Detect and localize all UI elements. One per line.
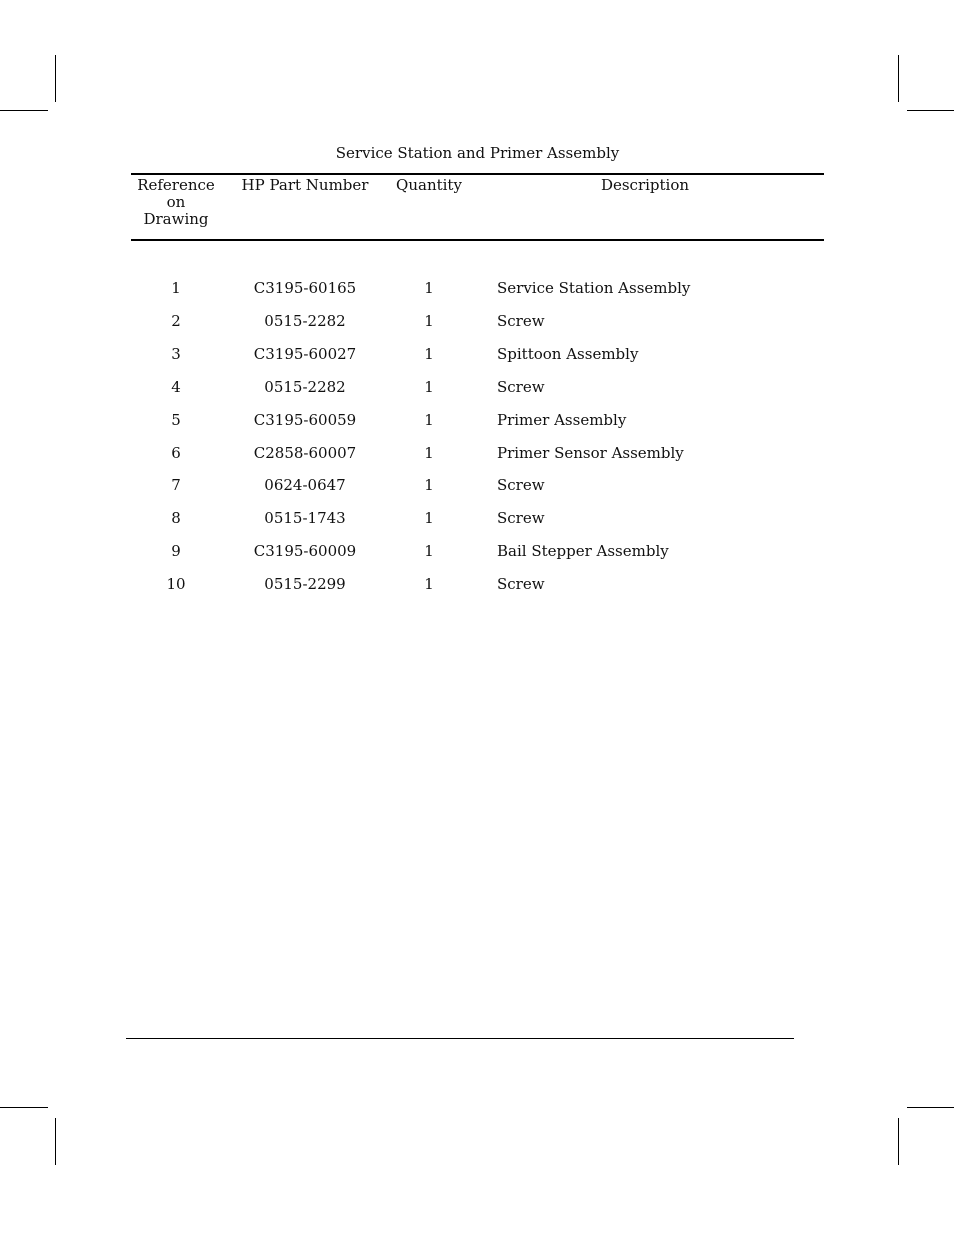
quantity-cell: 1: [424, 312, 434, 330]
header-quantity: Quantity: [396, 176, 462, 194]
description-cell: Screw: [497, 378, 545, 396]
header-reference-line-1: Reference: [137, 176, 215, 194]
crop-mark-top-left-vertical: [55, 55, 56, 102]
footer-rule: [126, 1038, 794, 1039]
quantity-cell: 1: [424, 378, 434, 396]
reference-cell: 2: [171, 312, 181, 330]
crop-mark-bottom-right-horizontal: [907, 1107, 954, 1108]
reference-cell: 1: [171, 279, 181, 297]
crop-mark-top-right-vertical: [898, 55, 899, 102]
table-row: [0, 310, 954, 332]
reference-cell: 6: [171, 444, 181, 462]
part-number-cell: C2858-60007: [253, 444, 357, 462]
quantity-cell: 1: [424, 476, 434, 494]
part-number-cell: 0515-2282: [264, 378, 346, 396]
reference-cell: 5: [171, 411, 181, 429]
table-row: [0, 376, 954, 398]
header-reference-line-3: Drawing: [143, 210, 209, 228]
reference-cell: 4: [171, 378, 181, 396]
quantity-cell: 1: [424, 575, 434, 593]
crop-mark-top-right-horizontal: [907, 110, 954, 111]
part-number-cell: 0515-1743: [264, 509, 346, 527]
header-reference-line-2: on: [166, 193, 186, 211]
quantity-cell: 1: [424, 411, 434, 429]
reference-cell: 7: [171, 476, 181, 494]
part-number-cell: 0515-2282: [264, 312, 346, 330]
part-number-cell: 0515-2299: [264, 575, 346, 593]
quantity-cell: 1: [424, 345, 434, 363]
header-part-number: HP Part Number: [241, 176, 369, 194]
table-top-rule: [131, 173, 824, 175]
header-description: Description: [600, 176, 690, 194]
header-reference: [126, 177, 226, 228]
part-number-cell: C3195-60059: [253, 411, 357, 429]
crop-mark-bottom-right-vertical: [898, 1118, 899, 1165]
reference-cell: 9: [171, 542, 181, 560]
description-cell: Screw: [497, 509, 545, 527]
description-cell: Primer Assembly: [497, 411, 627, 429]
table-row: [0, 409, 954, 431]
part-number-cell: C3195-60165: [253, 279, 357, 297]
description-cell: Bail Stepper Assembly: [497, 542, 669, 560]
description-cell: Screw: [497, 476, 545, 494]
table-row: [0, 474, 954, 496]
quantity-cell: 1: [424, 509, 434, 527]
description-cell: Screw: [497, 312, 545, 330]
part-number-cell: C3195-60027: [253, 345, 357, 363]
table-row: [0, 442, 954, 464]
reference-cell: 3: [171, 345, 181, 363]
description-cell: Service Station Assembly: [497, 279, 691, 297]
part-number-cell: C3195-60009: [253, 542, 357, 560]
quantity-cell: 1: [424, 444, 434, 462]
crop-mark-top-left-horizontal: [0, 110, 48, 111]
crop-mark-bottom-left-vertical: [55, 1118, 56, 1165]
table-row: [0, 343, 954, 365]
reference-cell: 8: [171, 509, 181, 527]
part-number-cell: 0624-0647: [264, 476, 346, 494]
reference-cell: 10: [166, 575, 186, 593]
description-cell: Primer Sensor Assembly: [497, 444, 684, 462]
description-cell: Spittoon Assembly: [497, 345, 639, 363]
quantity-cell: 1: [424, 279, 434, 297]
crop-mark-bottom-left-horizontal: [0, 1107, 48, 1108]
quantity-cell: 1: [424, 542, 434, 560]
description-cell: Screw: [497, 575, 545, 593]
table-row: [0, 507, 954, 529]
table-row: [0, 540, 954, 562]
table-header-rule: [131, 239, 824, 241]
table-row: [0, 573, 954, 595]
table-row: [0, 277, 954, 299]
table-title: Service Station and Primer Assembly: [335, 144, 620, 162]
